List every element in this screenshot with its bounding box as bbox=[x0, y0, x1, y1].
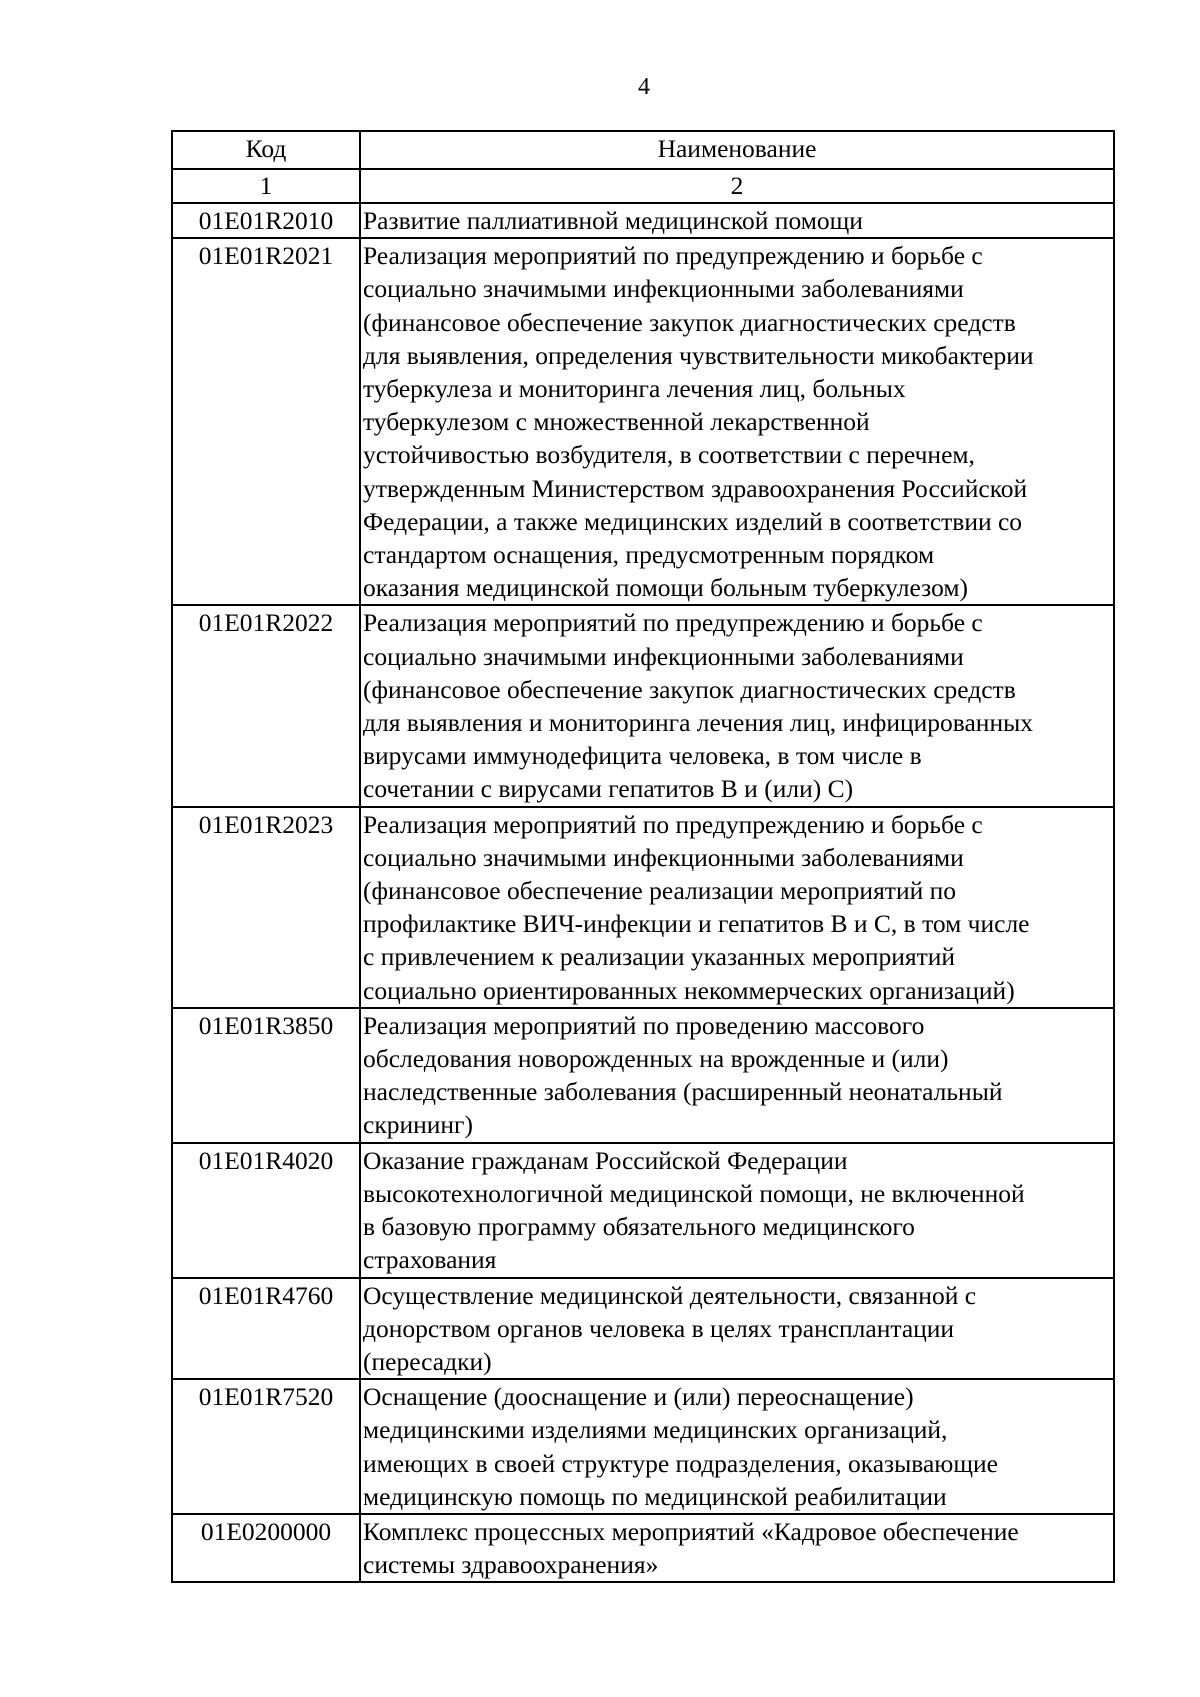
table-row bbox=[172, 807, 1114, 1008]
row-name-line: туберкулеза и мониторинга лечения лиц, больных bbox=[363, 374, 906, 404]
row-name-line: профилактике ВИЧ-инфекции и гепатитов B и C, в том числе bbox=[363, 909, 1030, 939]
row-name-line: Осуществление медицинской деятельности, связанной с bbox=[363, 1280, 977, 1310]
row-code: 01E01R2021 bbox=[172, 238, 360, 605]
row-code: 01E01R2022 bbox=[172, 605, 360, 806]
row-name-line: (финансовое обеспечение закупок диагностических средств bbox=[363, 674, 1016, 704]
column-number-1: 1 bbox=[172, 169, 360, 203]
row-name-line: вирусами иммунодефицита человека, в том числе в bbox=[363, 741, 922, 771]
table-row bbox=[172, 203, 1114, 238]
row-name-line: социально значимыми инфекционными заболеваниями bbox=[363, 842, 964, 872]
table-row bbox=[172, 1278, 1114, 1380]
row-name-line: Развитие паллиативной медицинской помощи bbox=[363, 206, 863, 235]
row-name-line: (пересадки) bbox=[363, 1346, 492, 1376]
table-row bbox=[172, 605, 1114, 806]
page-number: 4 bbox=[638, 74, 650, 100]
row-name-line: туберкулезом с множественной лекарственной bbox=[363, 407, 870, 437]
row-code: 01E01R7520 bbox=[172, 1379, 360, 1514]
table-body bbox=[172, 203, 1114, 1582]
row-name bbox=[360, 1514, 1114, 1582]
row-name-line: страхования bbox=[363, 1245, 497, 1275]
row-name-line: Комплекс процессных мероприятий «Кадровое обеспечение bbox=[363, 1516, 1019, 1546]
row-name-line: сочетании с вирусами гепатитов B и (или) C) bbox=[363, 774, 854, 804]
row-name-line: донорством органов человека в целях трансплантации bbox=[363, 1313, 955, 1343]
table-row bbox=[172, 1008, 1114, 1143]
row-name-line: Реализация мероприятий по проведению массового bbox=[363, 1010, 925, 1040]
table-header-row bbox=[172, 131, 1114, 169]
row-name-line: Оказание гражданам Российской Федерации bbox=[363, 1145, 848, 1175]
row-name bbox=[360, 203, 1114, 238]
row-name-line: социально значимыми инфекционными заболеваниями bbox=[363, 274, 964, 304]
row-name-line: устойчивостью возбудителя, в соответствии с перечнем, bbox=[363, 440, 975, 470]
row-name-line: Реализация мероприятий по предупреждению и борьбе с bbox=[363, 608, 983, 638]
table-row bbox=[172, 238, 1114, 605]
row-name-line: имеющих в своей структуре подразделения, оказывающие bbox=[363, 1448, 998, 1478]
row-name bbox=[360, 1008, 1114, 1143]
row-name bbox=[360, 1379, 1114, 1514]
row-name-line: в базовую программу обязательного медицинского bbox=[363, 1212, 915, 1242]
row-name-line: для выявления, определения чувствительности микобактерии bbox=[363, 340, 1034, 370]
row-name-line: высокотехнологичной медицинской помощи, не включенной bbox=[363, 1178, 1025, 1208]
row-name-line: обследования новорожденных на врожденные и (или) bbox=[363, 1044, 949, 1074]
row-code: 01E01R2023 bbox=[172, 807, 360, 1008]
header-code: Код bbox=[172, 131, 360, 169]
header-name: Наименование bbox=[360, 131, 1114, 169]
table-row bbox=[172, 1379, 1114, 1514]
row-name-line: с привлечением к реализации указанных мероприятий bbox=[363, 942, 956, 972]
row-name-line: Оснащение (дооснащение и (или) переоснащение) bbox=[363, 1382, 914, 1412]
row-code: 01E0200000 bbox=[172, 1514, 360, 1582]
row-name-line: Реализация мероприятий по предупреждению и борьбе с bbox=[363, 241, 983, 271]
row-name-line: Федерации, а также медицинских изделий в соответствии со bbox=[363, 506, 1023, 536]
row-name-line: наследственные заболевания (расширенный неонатальный bbox=[363, 1077, 1003, 1107]
row-name-line: медицинскими изделиями медицинских организаций, bbox=[363, 1415, 948, 1445]
table-row bbox=[172, 1143, 1114, 1278]
row-name bbox=[360, 1143, 1114, 1278]
row-name bbox=[360, 238, 1114, 605]
row-name-line: утвержденным Министерством здравоохранения Российской bbox=[363, 473, 1028, 503]
row-name-line: (финансовое обеспечение закупок диагностических средств bbox=[363, 307, 1016, 337]
row-name-line: социально значимыми инфекционными заболеваниями bbox=[363, 641, 964, 671]
row-name bbox=[360, 807, 1114, 1008]
row-code: 01E01R3850 bbox=[172, 1008, 360, 1143]
row-name-line: социально ориентированных некоммерческих организаций) bbox=[363, 975, 1015, 1005]
row-name-line: (финансовое обеспечение реализации мероприятий по bbox=[363, 876, 957, 906]
column-number-2: 2 bbox=[360, 169, 1114, 203]
row-code: 01E01R4020 bbox=[172, 1143, 360, 1278]
row-name-line: скрининг) bbox=[363, 1110, 473, 1140]
table-row bbox=[172, 1514, 1114, 1582]
row-code: 01E01R2010 bbox=[172, 203, 360, 238]
row-name bbox=[360, 605, 1114, 806]
row-name-line: медицинскую помощь по медицинской реабилитации bbox=[363, 1481, 947, 1511]
row-name bbox=[360, 1278, 1114, 1380]
row-name-line: для выявления и мониторинга лечения лиц, инфицированных bbox=[363, 708, 1033, 738]
budget-code-table bbox=[171, 130, 1115, 1583]
row-name-line: оказания медицинской помощи больным туберкулезом) bbox=[363, 573, 968, 603]
row-name-line: Реализация мероприятий по предупреждению и борьбе с bbox=[363, 809, 983, 839]
row-code: 01E01R4760 bbox=[172, 1278, 360, 1380]
column-number-row bbox=[172, 169, 1114, 203]
row-name-line: стандартом оснащения, предусмотренным порядком bbox=[363, 540, 935, 570]
row-name-line: системы здравоохранения» bbox=[363, 1550, 659, 1580]
